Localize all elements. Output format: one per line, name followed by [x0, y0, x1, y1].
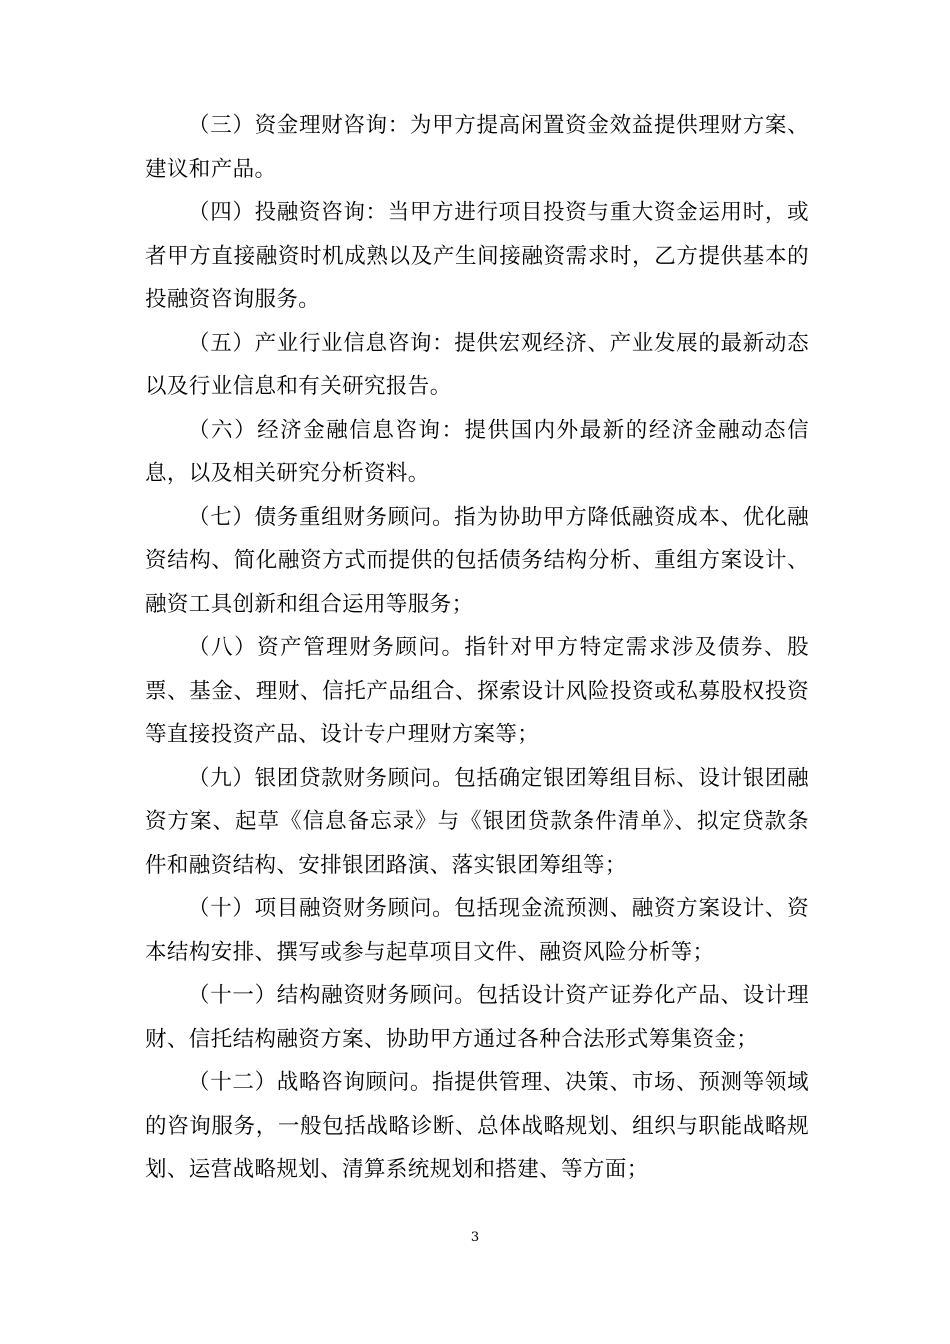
paragraph-item-3: （三）资金理财咨询：为甲方提高闲置资金效益提供理财方案、建议和产品。: [145, 113, 809, 182]
paragraph-item-7: （七）债务重组财务顾问。指为协助甲方降低融资成本、优化融资结构、简化融资方式而提供的包括债务结构分析、重组方案设计、融资工具创新和组合运用等服务；: [145, 504, 809, 617]
paragraph-item-10: （十）项目融资财务顾问。包括现金流预测、融资方案设计、资本结构安排、撰写或参与起草项目文件、融资风险分析等；: [145, 896, 809, 965]
paragraph-item-4: （四）投融资咨询：当甲方进行项目投资与重大资金运用时，或者甲方直接融资时机成熟以及产生间接融资需求时，乙方提供基本的投融资咨询服务。: [145, 200, 809, 312]
page-number: 3: [470, 1230, 480, 1245]
paragraph-item-6: （六）经济金融信息咨询：提供国内外最新的经济金融动态信息，以及相关研究分析资料。: [145, 417, 809, 486]
document-body: [145, 104, 809, 1192]
paragraph-item-9: （九）银团贷款财务顾问。包括确定银团筹组目标、设计银团融资方案、起草《信息备忘录》与《银团贷款条件清单》、拟定贷款条件和融资结构、安排银团路演、落实银团筹组等；: [145, 765, 809, 878]
paragraph-item-8: （八）资产管理财务顾问。指针对甲方特定需求涉及债券、股票、基金、理财、信托产品组合、探索设计风险投资或私募股权投资等直接投资产品、设计专户理财方案等；: [145, 635, 809, 747]
paragraph-item-11: （十一）结构融资财务顾问。包括设计资产证券化产品、设计理财、信托结构融资方案、协助甲方通过各种合法形式筹集资金；: [145, 983, 809, 1052]
paragraph-item-5: （五）产业行业信息咨询：提供宏观经济、产业发展的最新动态以及行业信息和有关研究报告。: [145, 330, 809, 399]
paragraph-item-12: （十二）战略咨询顾问。指提供管理、决策、市场、预测等领域的咨询服务，一般包括战略诊断、总体战略规划、组织与职能战略规划、运营战略规划、清算系统规划和搭建、等方面；: [145, 1070, 809, 1182]
